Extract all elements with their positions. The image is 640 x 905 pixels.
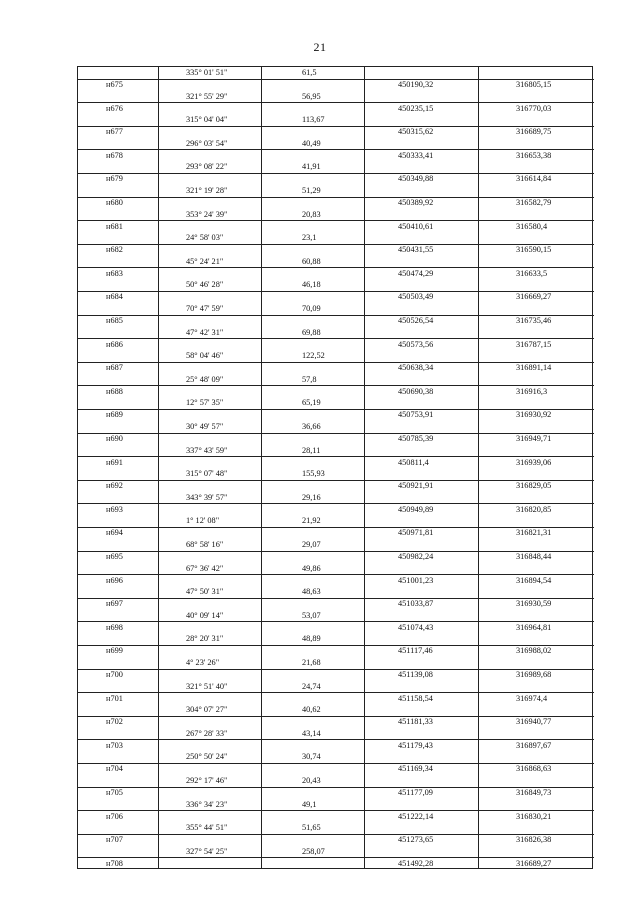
coordinate-y: 316787,15	[516, 339, 552, 349]
table-row	[78, 445, 592, 469]
row-separator	[158, 362, 364, 363]
segment-distance: 29,16	[302, 492, 321, 502]
table-row	[78, 468, 592, 492]
direction-angle: 58° 04' 46"	[186, 351, 224, 361]
table-row	[78, 822, 592, 846]
table-row	[78, 256, 592, 280]
direction-angle: 47° 42' 31"	[186, 327, 224, 337]
direction-angle: 25° 48' 09"	[186, 374, 224, 384]
direction-angle: 335° 01' 51"	[186, 68, 228, 77]
table-row	[78, 681, 592, 705]
direction-angle: 292° 17' 46"	[186, 776, 228, 785]
point-label: н691	[106, 457, 123, 467]
segment-distance: 29,07	[302, 540, 321, 549]
direction-angle: 45° 24' 21"	[186, 256, 224, 266]
table-row	[78, 138, 592, 162]
coordinate-x: 451139,08	[398, 670, 433, 679]
point-label: н678	[106, 150, 123, 160]
table-row	[78, 91, 592, 115]
row-separator	[158, 857, 364, 858]
table-row	[78, 657, 592, 681]
coordinate-x: 450982,24	[398, 552, 434, 561]
row-separator	[158, 598, 364, 599]
row-separator	[158, 503, 364, 504]
point-label: н698	[106, 622, 123, 632]
segment-distance: 57,8	[302, 374, 317, 384]
segment-distance: 24,74	[302, 681, 321, 691]
page-number: 21	[313, 40, 327, 54]
table-row	[78, 704, 592, 728]
coordinate-y: 316868,63	[516, 764, 552, 774]
row-separator	[158, 763, 364, 764]
point-label: н693	[106, 504, 123, 514]
table-row	[78, 350, 592, 374]
segment-distance: 51,65	[302, 823, 321, 833]
coordinate-y: 316940,77	[516, 717, 552, 727]
direction-angle: 267° 28' 33"	[186, 728, 228, 738]
coordinate-x: 451273,65	[398, 835, 434, 845]
coordinate-y: 316829,05	[516, 481, 552, 491]
row-separator	[158, 220, 364, 221]
table-row	[78, 751, 592, 775]
coordinate-y: 316669,27	[516, 292, 552, 302]
row-separator	[158, 692, 364, 693]
point-label: н682	[106, 245, 123, 255]
coordinate-y: 316770,03	[516, 103, 552, 113]
row-separator	[158, 102, 364, 103]
table-row	[78, 633, 592, 657]
segment-distance: 40,62	[302, 705, 321, 715]
segment-distance: 30,74	[302, 752, 321, 762]
row-separator	[158, 810, 364, 811]
direction-angle: 355° 44' 51"	[186, 823, 228, 833]
segment-distance: 70,09	[302, 304, 321, 313]
coordinate-y: 316939,06	[516, 457, 552, 467]
point-label: н685	[106, 316, 123, 325]
table-row	[78, 303, 592, 327]
row-separator	[158, 433, 364, 434]
coordinate-y: 316689,75	[516, 127, 552, 137]
point-label: н708	[106, 858, 123, 868]
point-label: н676	[106, 103, 123, 113]
point-label: н697	[106, 599, 123, 609]
row-separator	[158, 527, 364, 528]
table-row	[78, 279, 592, 303]
row-separator	[158, 574, 364, 575]
coordinate-x: 451169,34	[398, 764, 433, 774]
direction-angle: 1° 12' 08"	[186, 516, 220, 526]
direction-angle: 4° 23' 26"	[186, 658, 220, 667]
direction-angle: 28° 20' 31"	[186, 634, 224, 644]
coordinate-y: 316894,54	[516, 575, 552, 585]
coordinate-x: 451033,87	[398, 599, 434, 609]
coordinate-x: 450431,55	[398, 245, 434, 255]
point-label: н699	[106, 646, 123, 656]
segment-distance: 122,52	[302, 351, 325, 361]
segment-distance: 61,5	[302, 68, 317, 77]
coordinate-y: 316964,81	[516, 622, 552, 632]
direction-angle: 343° 39' 57"	[186, 492, 228, 502]
direction-angle: 315° 07' 48"	[186, 469, 228, 479]
row-separator	[158, 480, 364, 481]
direction-angle: 321° 51' 40"	[186, 681, 228, 691]
direction-angle: 47° 50' 31"	[186, 587, 224, 597]
coordinate-x: 450921,91	[398, 481, 434, 491]
coordinate-y: 316735,46	[516, 316, 552, 325]
row-separator	[158, 621, 364, 622]
coordinate-y: 316614,84	[516, 174, 552, 184]
direction-angle: 353° 24' 39"	[186, 209, 228, 219]
segment-distance: 21,92	[302, 516, 321, 526]
segment-distance: 48,89	[302, 634, 321, 644]
direction-angle: 321° 55' 29"	[186, 91, 228, 101]
point-label: н700	[106, 670, 123, 679]
segment-distance: 20,43	[302, 776, 321, 785]
coordinate-y: 316988,02	[516, 646, 552, 656]
point-label: н681	[106, 221, 123, 231]
segment-distance: 46,18	[302, 280, 321, 290]
segment-distance: 41,91	[302, 162, 321, 172]
coordinate-x: 450638,34	[398, 363, 434, 373]
coordinate-x: 451001,23	[398, 575, 434, 585]
coordinate-y: 316582,79	[516, 198, 552, 207]
table-row	[78, 327, 592, 351]
coordinate-x: 450753,91	[398, 410, 434, 420]
table-row	[78, 209, 592, 233]
coordinate-x: 450526,54	[398, 316, 434, 325]
point-label: н687	[106, 363, 123, 373]
coordinate-y: 316821,31	[516, 528, 552, 538]
direction-angle: 24° 58' 03"	[186, 233, 224, 243]
segment-distance: 40,49	[302, 138, 321, 148]
coordinate-x: 450811,4	[398, 457, 429, 467]
coordinate-x: 451181,33	[398, 717, 433, 727]
table-row	[78, 846, 592, 870]
coordinate-x: 450503,49	[398, 292, 434, 302]
table-row	[78, 539, 592, 563]
segment-distance: 36,66	[302, 422, 321, 431]
direction-angle: 293° 08' 22"	[186, 162, 228, 172]
point-label: н696	[106, 575, 123, 585]
point-label: н688	[106, 386, 123, 396]
segment-distance: 53,07	[302, 610, 321, 620]
segment-distance: 28,11	[302, 445, 321, 455]
point-label: н701	[106, 693, 123, 703]
point-label: н702	[106, 717, 123, 727]
direction-angle: 321° 19' 28"	[186, 186, 228, 195]
point-label: н706	[106, 811, 123, 821]
coordinate-y: 316580,4	[516, 221, 548, 231]
table-row	[78, 374, 592, 398]
coordinate-x: 450349,88	[398, 174, 434, 184]
coordinate-y: 316974,4	[516, 693, 548, 703]
table-row	[78, 799, 592, 823]
coordinate-y: 316633,5	[516, 268, 548, 278]
point-label: н680	[106, 198, 123, 207]
row-separator	[158, 173, 364, 174]
point-label: н679	[106, 174, 123, 184]
coordinate-y: 316930,92	[516, 410, 552, 420]
segment-distance: 49,86	[302, 563, 321, 573]
coordinate-y: 316830,21	[516, 811, 552, 821]
direction-angle: 296° 03' 54"	[186, 138, 228, 148]
table-row	[78, 492, 592, 516]
table-row	[78, 114, 592, 138]
point-label: н683	[106, 268, 123, 278]
coordinate-x: 450971,81	[398, 528, 434, 538]
point-label: н703	[106, 740, 123, 750]
direction-angle: 315° 04' 04"	[186, 115, 228, 125]
direction-angle: 30° 49' 57"	[186, 422, 224, 431]
direction-angle: 304° 07' 27"	[186, 705, 228, 715]
table-row	[78, 397, 592, 421]
table-row	[78, 728, 592, 752]
coordinate-x: 450573,56	[398, 339, 434, 349]
coordinate-y: 316930,59	[516, 599, 552, 609]
table-row	[78, 563, 592, 587]
point-label: н695	[106, 552, 123, 561]
segment-distance: 21,68	[302, 658, 321, 667]
coordinate-x: 450785,39	[398, 434, 434, 443]
row-separator	[158, 291, 364, 292]
coordinate-y: 316891,14	[516, 363, 552, 373]
segment-distance: 60,88	[302, 256, 321, 266]
coordinate-x: 451117,46	[398, 646, 433, 656]
point-label: н705	[106, 788, 123, 797]
coordinate-x: 451222,14	[398, 811, 434, 821]
segment-distance: 155,93	[302, 469, 325, 479]
segment-distance: 258,07	[302, 846, 325, 856]
row-separator	[158, 197, 364, 198]
coordinate-x: 451179,43	[398, 740, 433, 750]
row-separator	[158, 315, 364, 316]
point-label: н686	[106, 339, 123, 349]
row-separator	[158, 126, 364, 127]
coordinate-x: 450690,38	[398, 386, 434, 396]
point-label: н690	[106, 434, 123, 443]
coordinate-x: 450389,92	[398, 198, 434, 207]
segment-distance: 43,14	[302, 728, 321, 738]
coordinate-y: 316949,71	[516, 434, 552, 443]
row-separator	[158, 149, 364, 150]
table-row	[78, 185, 592, 209]
point-label: н704	[106, 764, 123, 774]
row-separator	[158, 739, 364, 740]
coordinate-x: 450410,61	[398, 221, 434, 231]
coordinate-y: 316590,15	[516, 245, 552, 255]
point-label: н692	[106, 481, 123, 491]
row-separator	[158, 244, 364, 245]
table-row	[78, 67, 592, 91]
segment-distance: 23,1	[302, 233, 317, 243]
point-label: н684	[106, 292, 123, 302]
coordinate-y: 316849,73	[516, 788, 552, 797]
row-separator	[158, 338, 364, 339]
direction-angle: 50° 46' 28"	[186, 280, 224, 290]
row-separator	[158, 456, 364, 457]
direction-angle: 327° 54' 25"	[186, 846, 228, 856]
direction-angle: 337° 43' 59"	[186, 445, 228, 455]
coordinate-x: 450235,15	[398, 103, 434, 113]
coordinate-x: 450190,32	[398, 80, 434, 89]
coordinate-y: 316989,68	[516, 670, 552, 679]
table-row	[78, 515, 592, 539]
point-label: н694	[106, 528, 123, 538]
coordinate-x: 450333,41	[398, 150, 434, 160]
coordinate-y: 316820,85	[516, 504, 552, 514]
direction-angle: 70° 47' 59"	[186, 304, 224, 313]
segment-distance: 48,63	[302, 587, 321, 597]
coordinate-x: 451492,28	[398, 858, 434, 868]
segment-distance: 56,95	[302, 91, 321, 101]
point-label: н689	[106, 410, 123, 420]
direction-angle: 336° 34' 23"	[186, 799, 228, 809]
row-separator	[158, 716, 364, 717]
direction-angle: 12° 57' 35"	[186, 398, 224, 408]
segment-distance: 65,19	[302, 398, 321, 408]
segment-distance: 113,67	[302, 115, 325, 125]
segment-distance: 69,88	[302, 327, 321, 337]
row-separator	[158, 669, 364, 670]
table-row	[78, 610, 592, 634]
row-separator	[158, 551, 364, 552]
direction-angle: 250° 50' 24"	[186, 752, 228, 762]
coordinate-x: 450474,29	[398, 268, 434, 278]
point-label: н707	[106, 835, 123, 845]
coordinate-x: 451177,09	[398, 788, 433, 797]
table-row	[78, 586, 592, 610]
coordinate-y: 316653,38	[516, 150, 552, 160]
coordinate-x: 450949,89	[398, 504, 434, 514]
direction-angle: 67° 36' 42"	[186, 563, 224, 573]
direction-angle: 68° 58' 16"	[186, 540, 224, 549]
coordinates-table	[77, 66, 593, 869]
coordinate-y: 316916,3	[516, 386, 548, 396]
row-separator	[158, 645, 364, 646]
direction-angle: 40° 09' 14"	[186, 610, 224, 620]
row-separator	[158, 787, 364, 788]
segment-distance: 51,29	[302, 186, 321, 195]
coordinate-y: 316805,15	[516, 80, 552, 89]
coordinate-x: 451158,54	[398, 693, 433, 703]
point-label: н675	[106, 80, 123, 89]
table-row	[78, 161, 592, 185]
table-row	[78, 775, 592, 799]
coordinate-x: 451074,43	[398, 622, 434, 632]
coordinate-y: 316897,67	[516, 740, 552, 750]
row-separator	[158, 385, 364, 386]
row-separator	[158, 267, 364, 268]
coordinate-y: 316689,27	[516, 858, 552, 868]
row-separator	[158, 409, 364, 410]
row-separator	[158, 79, 364, 80]
segment-distance: 20,83	[302, 209, 321, 219]
segment-distance: 49,1	[302, 799, 317, 809]
coordinate-y: 316848,44	[516, 552, 552, 561]
point-label: н677	[106, 127, 123, 137]
table-row	[78, 421, 592, 445]
table-row	[78, 232, 592, 256]
coordinate-y: 316826,38	[516, 835, 552, 845]
coordinate-x: 450315,62	[398, 127, 434, 137]
row-separator	[158, 834, 364, 835]
